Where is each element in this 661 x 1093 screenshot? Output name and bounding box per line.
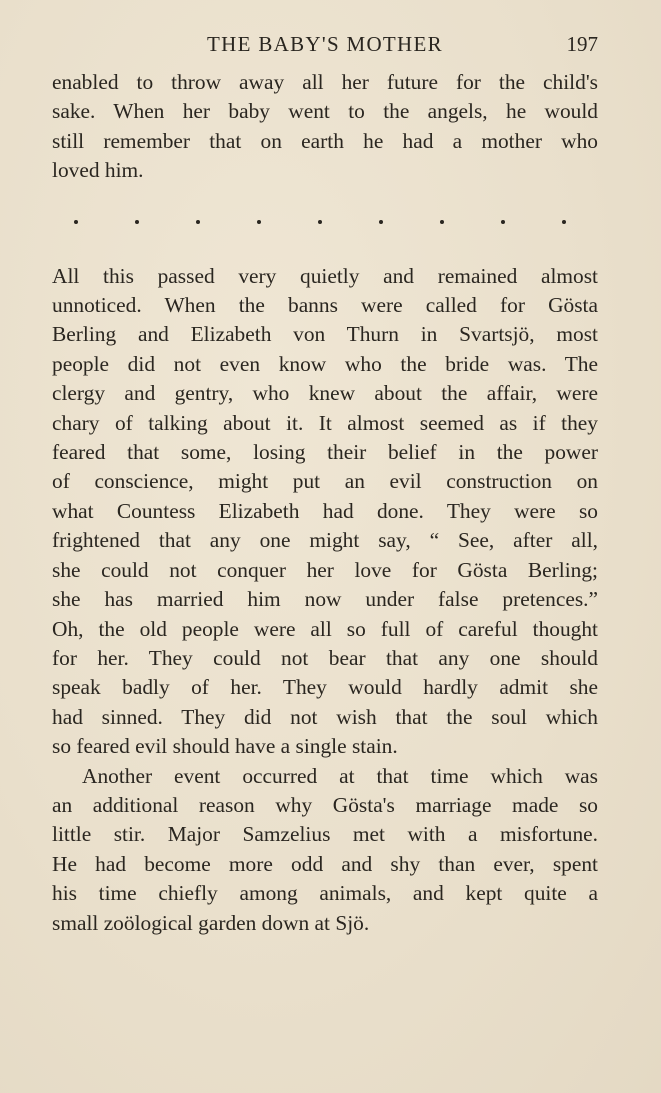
text-line: little stir. Major Samzelius met with a misfortune. bbox=[52, 822, 598, 847]
break-dot bbox=[196, 220, 200, 224]
page-number: 197 bbox=[566, 32, 598, 56]
text-line: loved him. bbox=[52, 158, 144, 183]
text-line: He had become more odd and shy than ever, spent bbox=[52, 851, 598, 876]
break-dot bbox=[501, 220, 505, 224]
section-break bbox=[52, 194, 598, 250]
text-line: Oh, the old people were all so full of careful thought bbox=[52, 616, 598, 641]
text-line: people did not even know who the bride was. The bbox=[52, 351, 598, 376]
paragraph-2 bbox=[52, 262, 598, 762]
text-line: so feared evil should have a single stain. bbox=[52, 734, 398, 759]
text-line: chary of talking about it. It almost seemed as if they bbox=[52, 410, 598, 435]
text-line: All this passed very quietly and remained almost bbox=[52, 263, 598, 288]
text-line: sake. When her baby went to the angels, he would bbox=[52, 99, 598, 124]
text-line: Berling and Elizabeth von Thurn in Svartsjö, most bbox=[52, 322, 598, 347]
break-dot bbox=[318, 220, 322, 224]
break-dot bbox=[135, 220, 139, 224]
body-text bbox=[52, 68, 598, 938]
running-title: THE BABY'S MOTHER bbox=[207, 32, 443, 56]
text-line: had sinned. They did not wish that the soul which bbox=[52, 704, 598, 729]
text-line: what Countess Elizabeth had done. They were so bbox=[52, 498, 598, 523]
break-dot bbox=[562, 220, 566, 224]
text-line: speak badly of her. They would hardly admit she bbox=[52, 675, 598, 700]
text-line: unnoticed. When the banns were called for Gösta bbox=[52, 293, 598, 318]
text-line: for her. They could not bear that any one should bbox=[52, 645, 598, 670]
text-line: Another event occurred at that time which was bbox=[82, 763, 598, 788]
break-dot bbox=[440, 220, 444, 224]
paragraph-3 bbox=[52, 762, 598, 938]
break-dot bbox=[257, 220, 261, 224]
text-line: his time chiefly among animals, and kept quite a bbox=[52, 881, 598, 906]
text-line: feared that some, losing their belief in the power bbox=[52, 440, 598, 465]
text-line: of conscience, might put an evil construction on bbox=[52, 469, 598, 494]
text-line: frightened that any one might say, “ See, after all, bbox=[52, 528, 598, 553]
break-dot bbox=[74, 220, 78, 224]
text-line: small zoölogical garden down at Sjö. bbox=[52, 910, 370, 935]
text-line: clergy and gentry, who knew about the affair, were bbox=[52, 381, 598, 406]
paragraph-1 bbox=[52, 68, 598, 186]
text-line: she has married him now under false pretences.” bbox=[52, 587, 598, 612]
running-head bbox=[52, 30, 598, 58]
section-break-text bbox=[52, 194, 53, 195]
text-line: she could not conquer her love for Gösta Berling; bbox=[52, 557, 598, 582]
text-line: an additional reason why Gösta's marriage made so bbox=[52, 792, 598, 817]
break-dot bbox=[379, 220, 383, 224]
text-line: enabled to throw away all her future for the child's bbox=[52, 70, 598, 94]
text-line: still remember that on earth he had a mother who bbox=[52, 128, 598, 153]
